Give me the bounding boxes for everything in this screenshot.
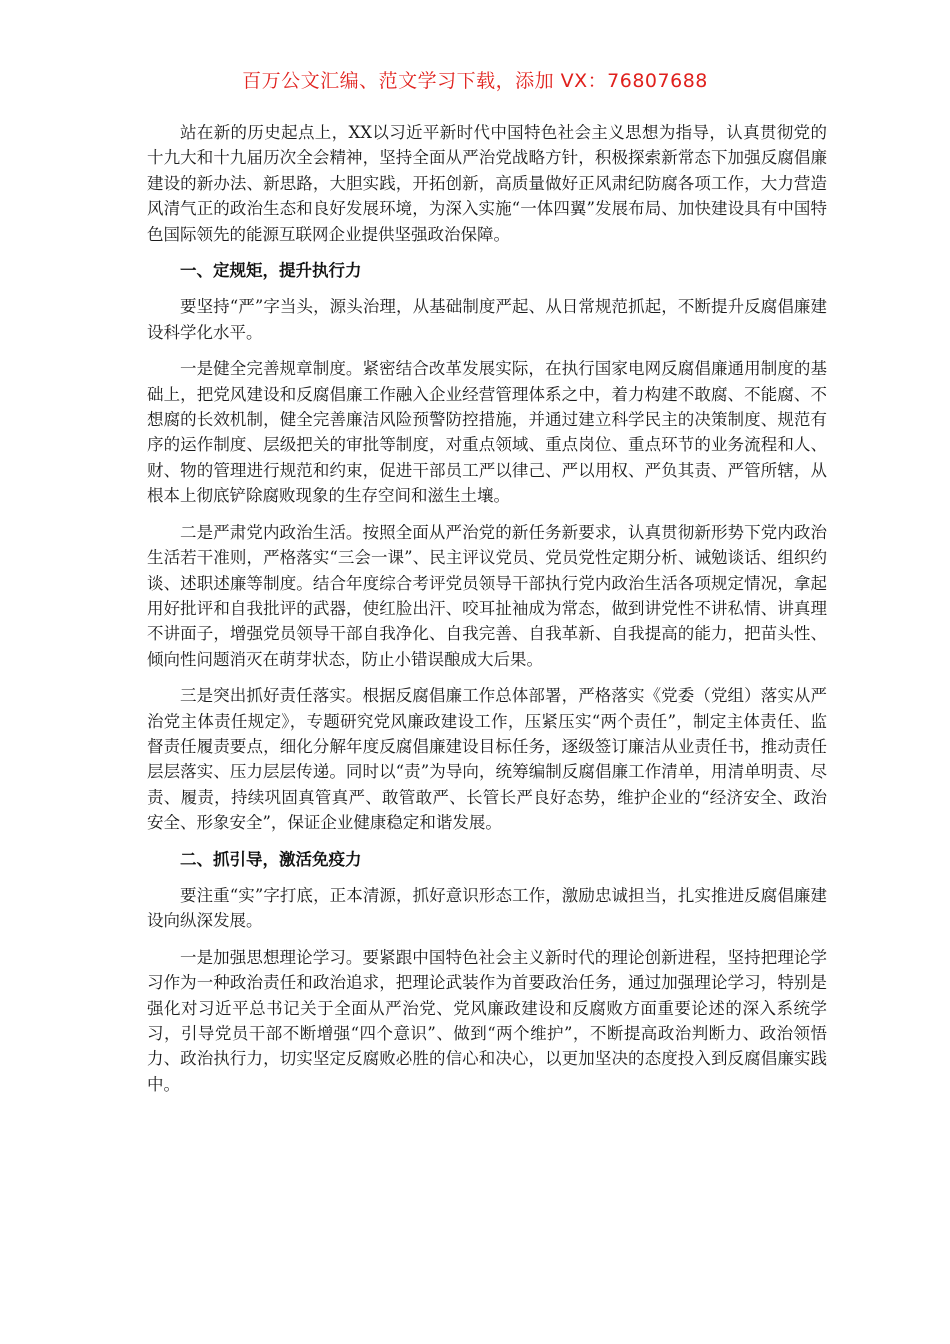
section-heading-1: 一、定规矩，提升执行力 [180,261,362,281]
intro-paragraph: 站在新的历史起点上，XX以习近平新时代中国特色社会主义思想为指导，认真贯彻党的十九大和十九届历次全会精神，坚持全面从严治党战略方针，积极探索新常态下加强反腐倡廉建设的新办法、新思路，大胆实践，开拓创新，高质量做好正风肃纪防腐各项工作，大力营造风清气正的政治生态和良好发展环境，为深入实施“一体四翼”发展布局、加快建设具有中国特色国际领先的能源互联网企业提供坚强政治保障。 [147,123,827,244]
section-1-intro: 要坚持“严”字当头，源头治理，从基础制度严起、从日常规范抓起，不断提升反腐倡廉建设科学化水平。 [147,297,827,342]
section-heading-2: 二、抓引导，激活免疫力 [180,849,362,869]
document-body [147,120,827,1108]
section-1-point-3: 三是突出抓好责任落实。根据反腐倡廉工作总体部署，严格落实《党委（党组）落实从严治党主体责任规定》，专题研究党风廉政建设工作，压紧压实“两个责任”，制定主体责任、监督责任履责要点，细化分解年度反腐倡廉建设目标任务，逐级签订廉洁从业责任书，推动责任层层落实、压力层层传递。同时以“责”为导向，统筹编制反腐倡廉工作清单，用清单明责、尽责、履责，持续巩固真管真严、敢管敢严、长管长严良好态势，维护企业的“经济安全、政治安全、形象安全”，保证企业健康稳定和谐发展。 [147,686,827,833]
section-1-point-1: 一是健全完善规章制度。紧密结合改革发展实际，在执行国家电网反腐倡廉通用制度的基础上，把党风建设和反腐倡廉工作融入企业经营管理体系之中，着力构建不敢腐、不能腐、不想腐的长效机制，健全完善廉洁风险预警防控措施，并通过建立科学民主的决策制度、规范有序的运作制度、层级把关的审批等制度，对重点领域、重点岗位、重点环节的业务流程和人、财、物的管理进行规范和约束，促进干部员工严以律己、严以用权、严负其责、严管所辖，从根本上彻底铲除腐败现象的生存空间和滋生土壤。 [147,359,827,506]
section-2-point-1: 一是加强思想理论学习。要紧跟中国特色社会主义新时代的理论创新进程，坚持把理论学习作为一种政治责任和政治追求，把理论武装作为首要政治任务，通过加强理论学习，特别是强化对习近平总书记关于全面从严治党、党风廉政建设和反腐败方面重要论述的深入系统学习，引导党员干部不断增强“四个意识”、做到“两个维护”，不断提高政治判断力、政治领悟力、政治执行力，切实坚定反腐败必胜的信心和决心，以更加坚决的态度投入到反腐倡廉实践中。 [147,947,827,1094]
header-banner: 百万公文汇编、范文学习下载，添加 VX：76807688 [242,70,708,92]
section-2-intro: 要注重“实”字打底，正本清源，抓好意识形态工作，激励忠诚担当，扎实推进反腐倡廉建设向纵深发展。 [147,885,827,931]
section-1-point-2: 二是严肃党内政治生活。按照全面从严治党的新任务新要求，认真贯彻新形势下党内政治生活若干准则，严格落实“三会一课”、民主评议党员、党员党性定期分析、诫勉谈话、组织约谈、述职述廉等制度。结合年度综合考评党员领导干部执行党内政治生活各项规定情况，拿起用好批评和自我批评的武器，使红脸出汗、咬耳扯袖成为常态，做到讲党性不讲私情、讲真理不讲面子，增强党员领导干部自我净化、自我完善、自我革新、自我提高的能力，把苗头性、倾向性问题消灭在萌芽状态，防止小错误酿成大后果。 [147,522,827,669]
